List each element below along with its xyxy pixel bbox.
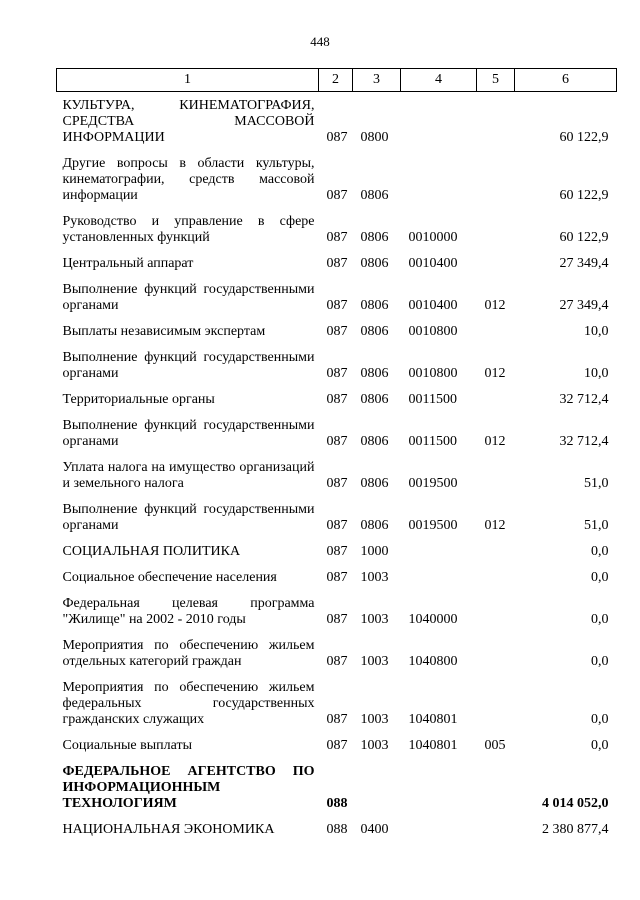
ministry-code: 087 xyxy=(326,518,348,533)
target-code xyxy=(401,92,477,151)
section-code: 0806 xyxy=(360,298,389,313)
amount: 0,0 xyxy=(591,544,609,559)
table-row xyxy=(57,674,617,732)
amount: 60 122,9 xyxy=(559,230,609,245)
amount: 0,0 xyxy=(591,738,609,753)
section-code: 1003 xyxy=(360,654,389,669)
row-name: Мероприятия по обеспечению жильем федеральных государственных гражданских служащих xyxy=(62,680,315,727)
expense-type-code xyxy=(477,92,515,151)
amount: 32 712,4 xyxy=(559,434,609,449)
ministry-code: 087 xyxy=(326,712,348,727)
ministry-code: 087 xyxy=(326,738,348,753)
ministry-code: 087 xyxy=(326,298,348,313)
amount: 51,0 xyxy=(584,518,609,533)
section-code: 0806 xyxy=(360,188,389,203)
target-code: 0010800 xyxy=(408,324,458,339)
section-code xyxy=(353,758,401,816)
row-name: Социальные выплаты xyxy=(62,738,193,753)
ministry-code: 087 xyxy=(326,324,348,339)
ministry-code: 088 xyxy=(326,796,348,811)
target-code xyxy=(401,816,477,842)
row-name: Территориальные органы xyxy=(62,392,215,407)
row-name: Выполнение функций государственными органами xyxy=(62,350,315,381)
section-code: 0800 xyxy=(360,130,389,145)
expense-type-code xyxy=(477,318,515,344)
ministry-code: 087 xyxy=(326,392,348,407)
expense-type-code xyxy=(477,632,515,674)
row-name: Центральный аппарат xyxy=(62,256,194,271)
table-row xyxy=(57,386,617,412)
table-body xyxy=(57,92,617,843)
expense-type-code xyxy=(477,454,515,496)
target-code: 0010400 xyxy=(408,298,458,313)
table-row xyxy=(57,538,617,564)
row-name: Выплаты независимым экспертам xyxy=(62,324,266,339)
table-row xyxy=(57,412,617,454)
amount: 0,0 xyxy=(591,712,609,727)
ministry-code: 087 xyxy=(326,476,348,491)
row-name: Федеральная целевая программа "Жилище" на 2002 - 2010 годы xyxy=(62,596,315,627)
target-code: 1040801 xyxy=(408,712,458,727)
ministry-code: 087 xyxy=(326,544,348,559)
amount: 4 014 052,0 xyxy=(542,796,609,811)
budget-table xyxy=(56,68,617,842)
target-code: 0010000 xyxy=(408,230,458,245)
target-code: 0019500 xyxy=(408,476,458,491)
section-code: 0806 xyxy=(360,230,389,245)
expense-type-code: 012 xyxy=(484,298,506,313)
row-name: Выполнение функций государственными органами xyxy=(62,418,315,449)
amount: 2 380 877,4 xyxy=(542,822,609,837)
expense-type-code: 012 xyxy=(484,366,506,381)
expense-type-code xyxy=(477,250,515,276)
row-name: СОЦИАЛЬНАЯ ПОЛИТИКА xyxy=(62,544,241,559)
table-row xyxy=(57,250,617,276)
target-code: 0019500 xyxy=(408,518,458,533)
amount: 0,0 xyxy=(591,570,609,585)
table-row xyxy=(57,92,617,151)
section-code: 0400 xyxy=(360,822,389,837)
expense-type-code xyxy=(477,538,515,564)
table-row xyxy=(57,454,617,496)
target-code: 1040801 xyxy=(408,738,458,753)
section-code: 1003 xyxy=(360,712,389,727)
ministry-code: 087 xyxy=(326,434,348,449)
expense-type-code xyxy=(477,758,515,816)
row-name: Другие вопросы в области культуры, кинематографии, средств массовой информации xyxy=(62,156,315,203)
header-row xyxy=(57,69,617,92)
section-code: 0806 xyxy=(360,324,389,339)
amount: 60 122,9 xyxy=(559,188,609,203)
table-row xyxy=(57,208,617,250)
row-name: ФЕДЕРАЛЬНОЕ АГЕНТСТВО ПО ИНФОРМАЦИОННЫМ ТЕХНОЛОГИЯМ xyxy=(62,764,315,811)
table-row xyxy=(57,632,617,674)
amount: 10,0 xyxy=(584,324,609,339)
expense-type-code xyxy=(477,564,515,590)
section-code: 0806 xyxy=(360,392,389,407)
target-code: 0010800 xyxy=(408,366,458,381)
ministry-code: 087 xyxy=(326,230,348,245)
section-code: 0806 xyxy=(360,366,389,381)
target-code: 0010400 xyxy=(408,256,458,271)
expense-type-code xyxy=(477,150,515,208)
table-row xyxy=(57,150,617,208)
row-name: Мероприятия по обеспечению жильем отдельных категорий граждан xyxy=(62,638,315,669)
expense-type-code xyxy=(477,590,515,632)
header-cell-section: 3 xyxy=(353,69,401,92)
section-code: 1003 xyxy=(360,570,389,585)
ministry-code: 087 xyxy=(326,256,348,271)
target-code: 0011500 xyxy=(408,392,457,407)
ministry-code: 087 xyxy=(326,654,348,669)
table-row xyxy=(57,344,617,386)
header-cell-amount: 6 xyxy=(515,69,617,92)
section-code: 1003 xyxy=(360,738,389,753)
amount: 0,0 xyxy=(591,612,609,627)
table-row xyxy=(57,496,617,538)
target-code: 1040000 xyxy=(408,612,458,627)
amount: 27 349,4 xyxy=(559,256,609,271)
section-code: 1003 xyxy=(360,612,389,627)
target-code xyxy=(401,564,477,590)
expense-type-code: 012 xyxy=(484,518,506,533)
row-name: КУЛЬТУРА, КИНЕМАТОГРАФИЯ, СРЕДСТВА МАССОВОЙ ИНФОРМАЦИИ xyxy=(62,98,315,145)
ministry-code: 087 xyxy=(326,612,348,627)
section-code: 0806 xyxy=(360,434,389,449)
ministry-code: 088 xyxy=(326,822,348,837)
row-name: Выполнение функций государственными органами xyxy=(62,502,315,533)
ministry-code: 087 xyxy=(326,570,348,585)
amount: 10,0 xyxy=(584,366,609,381)
section-code: 0806 xyxy=(360,518,389,533)
expense-type-code xyxy=(477,674,515,732)
section-code: 0806 xyxy=(360,256,389,271)
page-number: 448 xyxy=(310,34,330,49)
table-row xyxy=(57,816,617,842)
table-row xyxy=(57,318,617,344)
table-row xyxy=(57,276,617,318)
ministry-code: 087 xyxy=(326,366,348,381)
row-name: Уплата налога на имущество организаций и земельного налога xyxy=(62,460,315,491)
amount: 32 712,4 xyxy=(559,392,609,407)
table-row xyxy=(57,732,617,758)
amount: 60 122,9 xyxy=(559,130,609,145)
section-code: 0806 xyxy=(360,476,389,491)
header-cell-expense-type: 5 xyxy=(477,69,515,92)
row-name: Социальное обеспечение населения xyxy=(62,570,277,585)
expense-type-code xyxy=(477,208,515,250)
target-code xyxy=(401,150,477,208)
ministry-code: 087 xyxy=(326,188,348,203)
amount: 27 349,4 xyxy=(559,298,609,313)
table-row xyxy=(57,758,617,816)
row-name: Выполнение функций государственными органами xyxy=(62,282,315,313)
header-cell-name: 1 xyxy=(57,69,319,92)
amount: 0,0 xyxy=(591,654,609,669)
ministry-code: 087 xyxy=(326,130,348,145)
expense-type-code xyxy=(477,386,515,412)
section-code: 1000 xyxy=(360,544,389,559)
expense-type-code: 012 xyxy=(484,434,506,449)
target-code: 0011500 xyxy=(408,434,457,449)
amount: 51,0 xyxy=(584,476,609,491)
target-code: 1040800 xyxy=(408,654,458,669)
header-cell-target: 4 xyxy=(401,69,477,92)
table-row xyxy=(57,590,617,632)
row-name: НАЦИОНАЛЬНАЯ ЭКОНОМИКА xyxy=(62,822,275,837)
row-name: Руководство и управление в сфере установленных функций xyxy=(62,214,315,245)
table-row xyxy=(57,564,617,590)
target-code xyxy=(401,758,477,816)
target-code xyxy=(401,538,477,564)
expense-type-code: 005 xyxy=(484,738,506,753)
header-cell-ministry: 2 xyxy=(319,69,353,92)
expense-type-code xyxy=(477,816,515,842)
